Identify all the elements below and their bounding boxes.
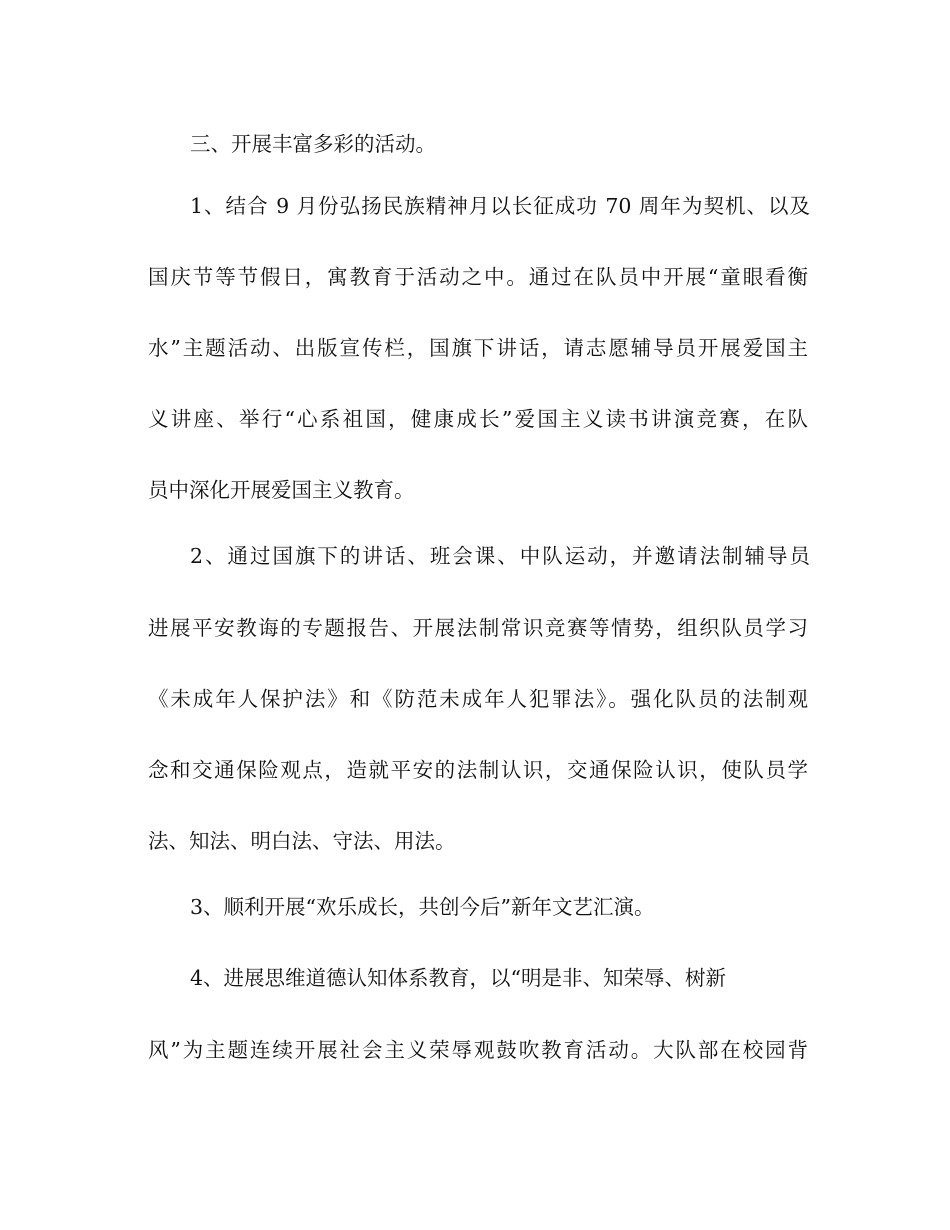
paragraph-line: 4、进展思维道德认知体系教育，以“明是非、知荣辱、树新 (190, 966, 727, 990)
paragraph-line: 义讲座、举行“心系祖国，健康成长”爱国主义读书讲演竞赛，在队 (148, 407, 808, 431)
paragraph-line: 法、知法、明白法、守法、用法。 (148, 829, 456, 853)
paragraph-line: 风”为主题连续开展社会主义荣辱观鼓吹教育活动。大队部在校园背 (148, 1038, 808, 1062)
paragraph-line: 《未成年人保护法》和《防范未成年人犯罪法》。强化队员的法制观 (148, 687, 808, 711)
paragraph-line: 2、通过国旗下的讲话、班会课、中队运动，并邀请法制辅导员 (190, 544, 810, 568)
paragraph-line: 进展平安教诲的专题报告、开展法制常识竞赛等情势，组织队员学习 (148, 616, 808, 640)
paragraph-line: 3、顺利开展“欢乐成长，共创今后”新年文艺汇演。 (190, 895, 655, 919)
paragraph-line: 员中深化开展爱国主义教育。 (148, 478, 415, 502)
paragraph-line: 国庆节等节假日，寓教育于活动之中。通过在队员中开展“童眼看衡 (148, 265, 808, 289)
paragraph-line: 念和交通保险观点，造就平安的法制认识，交通保险认识，使队员学 (148, 758, 808, 782)
paragraph-line: 1、结合 9 月份弘扬民族精神月以长征成功 70 周年为契机、以及 (190, 194, 810, 218)
section-heading: 三、开展丰富多彩的活动。 (190, 132, 436, 156)
paragraph-line: 水”主题活动、出版宣传栏，国旗下讲话，请志愿辅导员开展爱国主 (148, 336, 808, 360)
